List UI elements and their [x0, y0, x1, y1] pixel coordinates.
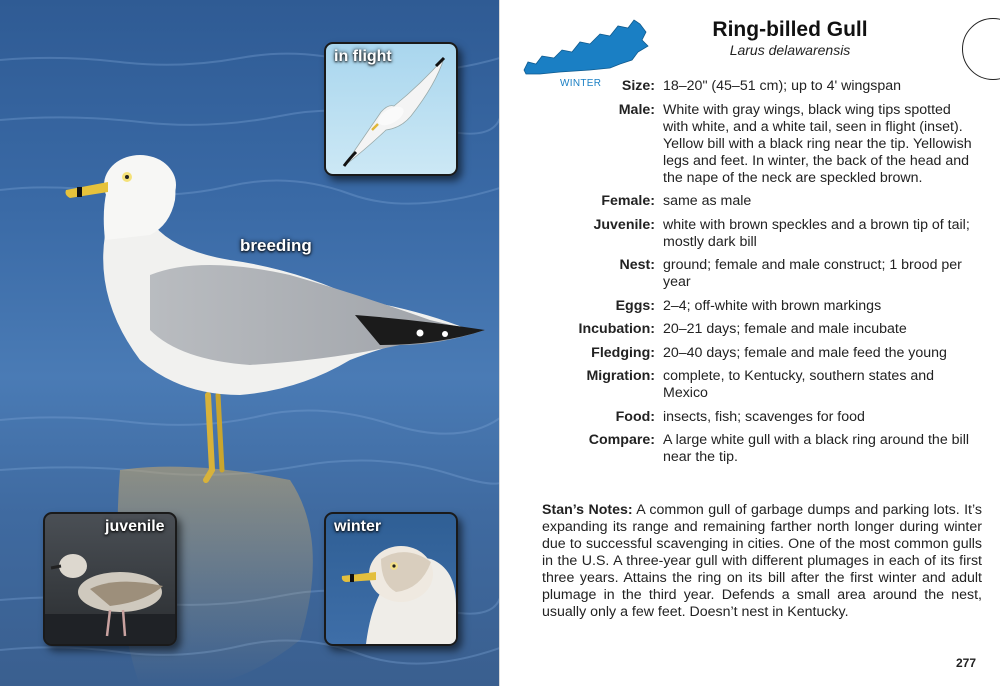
fact-label: Juvenile: — [593, 216, 655, 233]
species-common-name: Ring-billed Gull — [712, 18, 868, 41]
fact-value: 2–4; off-white with brown markings — [663, 297, 882, 314]
notes-label: Stan’s Notes: — [542, 502, 633, 518]
fact-nest — [500, 257, 1000, 291]
notes-text: A common gull of garbage dumps and parking lots. It’s expanding its range and remaining farther north longer during winter due to successful scavenging in cities. One of the most common gulls in the U.S. A three-year gull with different plumages in each of its first three years. Attains the ring on its bill after the first winter and adult plumage in the third year. Defends a small area around the nest, usually only a few feet. Doesn’t nest in Kentucky. — [542, 502, 982, 620]
juvenile-label: juvenile — [105, 518, 165, 535]
fact-food — [500, 409, 1000, 426]
fact-label: Compare: — [588, 432, 655, 448]
fact-label: Eggs: — [615, 297, 655, 314]
kentucky-map-icon — [520, 12, 652, 78]
fact-fledging — [500, 345, 1000, 362]
species-text-page — [500, 0, 1000, 686]
fact-eggs — [500, 298, 1000, 315]
fact-value: white with brown speckles and a brown tip of tail; mostly dark bill — [663, 216, 970, 250]
fact-value: 18–20" (45–51 cm); up to 4' wingspan — [663, 78, 902, 94]
fact-compare — [500, 432, 1000, 466]
fact-incubation — [500, 321, 1000, 338]
winter-label: winter — [334, 518, 382, 535]
in-flight-label: in flight — [334, 48, 392, 65]
fact-male — [500, 102, 1000, 187]
fact-value: insects, fish; scavenges for food — [663, 408, 865, 425]
fact-value: 20–40 days; female and male feed the young — [663, 344, 947, 361]
fact-value: same as male — [663, 193, 752, 209]
fact-label: Migration: — [586, 368, 655, 384]
thumb-index-tab — [962, 18, 1000, 80]
fact-label: Incubation: — [578, 321, 655, 337]
fact-label: Male: — [618, 101, 655, 118]
fact-size — [500, 78, 1000, 95]
fact-label: Size: — [621, 78, 655, 94]
inset-winter — [324, 512, 458, 646]
fact-migration — [500, 368, 1000, 402]
stans-notes — [542, 502, 982, 621]
fact-value: complete, to Kentucky, southern states and Mexico — [663, 368, 935, 401]
fact-label: Nest: — [619, 257, 655, 273]
breeding-label: breeding — [240, 236, 312, 255]
facts-list — [500, 78, 1000, 473]
fact-value: 20–21 days; female and male incubate — [663, 321, 907, 337]
fact-juvenile — [500, 217, 1000, 251]
species-latin-name: Larus delawarensis — [729, 42, 851, 58]
map-season-label: WINTER — [560, 78, 602, 89]
fact-value: A large white gull with a black ring around the bill near the tip. — [663, 432, 969, 465]
fact-label: Fledging: — [591, 344, 655, 361]
page-number: 277 — [955, 656, 976, 670]
fact-value: White with gray wings, black wing tips spotted with white, and a white tail, seen in flight (inset). Yellow bill with a black ring near the tip. Yellowish legs and feet. In winter, the back of the head and the nape of the neck are speckled brown. — [663, 101, 972, 186]
inset-juvenile — [43, 512, 177, 646]
fact-label: Food: — [615, 408, 655, 425]
fact-female — [500, 193, 1000, 210]
inset-in-flight — [324, 42, 458, 176]
fact-label: Female: — [601, 193, 655, 209]
fact-value: ground; female and male construct; 1 brood per year — [663, 257, 962, 290]
